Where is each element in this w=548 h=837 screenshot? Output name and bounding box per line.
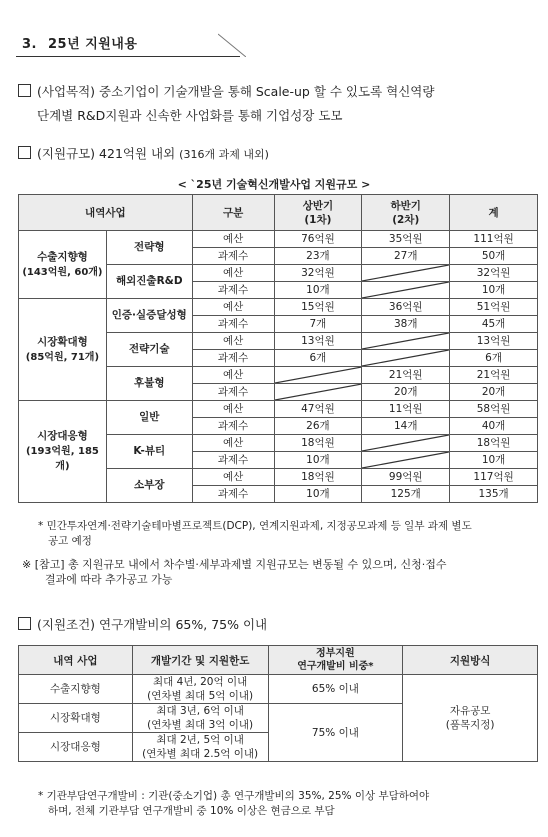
- total-cell: 117억원: [450, 469, 538, 486]
- diagonal-slash-icon: [362, 282, 449, 298]
- h1-cell: 18억원: [274, 469, 362, 486]
- note1-line1: * 민간투자연계·전략기술테마별프로젝트(DCP), 연계지원과제, 지정공모과제 등 일부 과제 별도: [38, 520, 472, 532]
- total-cell: 6개: [450, 350, 538, 367]
- h2-cell: 99억원: [362, 469, 450, 486]
- group-sub: (85억원, 71개): [25, 351, 100, 363]
- empty-slash-cell: [274, 367, 362, 384]
- empty-slash-cell: [362, 350, 450, 367]
- header-type: 구분: [192, 195, 274, 231]
- ref-line2: 결과에 따라 추가공고 가능: [45, 573, 173, 586]
- type-cell: 과제수: [192, 316, 274, 333]
- group-name: 시장확대형: [37, 335, 88, 348]
- note1: [38, 519, 543, 549]
- table-row: [19, 675, 538, 704]
- h1-cell: 26개: [274, 418, 362, 435]
- t2-period: [132, 675, 268, 704]
- type-cell: 예산: [192, 469, 274, 486]
- h1-cell: 15억원: [274, 299, 362, 316]
- h2-cell: 20개: [362, 384, 450, 401]
- program-name: 인증·실증달성형: [106, 299, 192, 333]
- table1-caption: < `25년 기술혁신개발사업 지원규모 >: [177, 178, 371, 191]
- t2-method-line2: (품목지정): [445, 719, 495, 731]
- diagonal-slash-icon: [275, 384, 362, 400]
- type-cell: 과제수: [192, 384, 274, 401]
- purpose-text-1: 중소기업이 기술개발을 통해 Scale-up 할 수 있도록 혁신역량: [99, 84, 435, 99]
- total-cell: 18억원: [450, 435, 538, 452]
- group-name-cell: [19, 299, 107, 401]
- purpose-block: [18, 82, 543, 126]
- h1-cell: 10개: [274, 452, 362, 469]
- h2-cell: 27개: [362, 248, 450, 265]
- header-h2: 하반기 (2차): [362, 195, 450, 231]
- checkbox-square-icon: [18, 84, 31, 97]
- note1-line2: 공고 예정: [48, 535, 92, 547]
- t2-header-business: 내역 사업: [19, 646, 133, 675]
- total-cell: 50개: [450, 248, 538, 265]
- type-cell: 과제수: [192, 486, 274, 503]
- group-name-cell: [19, 401, 107, 503]
- support-scale-table: [18, 194, 538, 503]
- t2-business: 수출지향형: [19, 675, 133, 704]
- total-cell: 32억원: [450, 265, 538, 282]
- diagonal-slash-icon: [362, 333, 449, 349]
- total-cell: 111억원: [450, 231, 538, 248]
- condition-label: (지원조건): [37, 617, 96, 632]
- scale-label: (지원규모): [37, 146, 96, 161]
- t2-period: [132, 704, 268, 733]
- group-sub: (143억원, 60개): [22, 266, 103, 278]
- type-cell: 과제수: [192, 248, 274, 265]
- h2-cell: 21억원: [362, 367, 450, 384]
- scale-block: [18, 144, 269, 165]
- t2-header-period: 개발기간 및 지원한도: [132, 646, 268, 675]
- total-cell: 40개: [450, 418, 538, 435]
- h2-cell: 38개: [362, 316, 450, 333]
- scale-detail: (316개 과제 내외): [179, 148, 269, 161]
- h2-cell: 35억원: [362, 231, 450, 248]
- checkbox-square-icon: [18, 617, 31, 630]
- support-condition-table: [18, 645, 538, 762]
- t2-period-line2: (연차별 최대 3억 이내): [147, 719, 254, 731]
- type-cell: 과제수: [192, 452, 274, 469]
- type-cell: 예산: [192, 231, 274, 248]
- h1-cell: 23개: [274, 248, 362, 265]
- diagonal-slash-icon: [362, 350, 449, 366]
- header-business: 내역사업: [19, 195, 193, 231]
- purpose-text-2: 단계별 R&D지원과 신속한 사업화를 통해 기업성장 도모: [37, 108, 343, 123]
- t2-period-line1: 최대 3년, 6억 이내: [156, 705, 244, 717]
- program-name: 후불형: [106, 367, 192, 401]
- total-cell: 10개: [450, 282, 538, 299]
- total-cell: 13억원: [450, 333, 538, 350]
- checkbox-square-icon: [18, 146, 31, 159]
- program-name: 일반: [106, 401, 192, 435]
- type-cell: 예산: [192, 265, 274, 282]
- h1-cell: 10개: [274, 486, 362, 503]
- header-total: 계: [450, 195, 538, 231]
- t2-header-ratio: 정부지원 연구개발비 비중*: [268, 646, 403, 675]
- type-cell: 예산: [192, 435, 274, 452]
- group-name-cell: [19, 231, 107, 299]
- table-row: [19, 299, 538, 316]
- t2-period-line2: (연차별 최대 2.5억 이내): [142, 748, 259, 760]
- diagonal-slash-icon: [362, 265, 449, 281]
- type-cell: 과제수: [192, 350, 274, 367]
- h1-cell: 18억원: [274, 435, 362, 452]
- diagonal-slash-icon: [362, 452, 449, 468]
- note2-line1: * 기관부담연구개발비 : 기관(중소기업) 총 연구개발비의 35%, 25% 이상 부담하여야: [38, 790, 430, 802]
- note2: [38, 789, 543, 819]
- t2-period-line1: 최대 2년, 5억 이내: [156, 734, 244, 746]
- condition-block: [18, 615, 267, 635]
- type-cell: 과제수: [192, 282, 274, 299]
- h1-cell: 76억원: [274, 231, 362, 248]
- section-title-text: 25년 지원내용: [48, 37, 138, 52]
- total-cell: 58억원: [450, 401, 538, 418]
- total-cell: 21억원: [450, 367, 538, 384]
- h2-cell: 125개: [362, 486, 450, 503]
- total-cell: 45개: [450, 316, 538, 333]
- t2-method: [403, 675, 538, 762]
- section-title: [22, 33, 137, 52]
- t2-method-line1: 자유공모: [449, 705, 491, 717]
- total-cell: 20개: [450, 384, 538, 401]
- h1-cell: 10개: [274, 282, 362, 299]
- empty-slash-cell: [362, 265, 450, 282]
- empty-slash-cell: [274, 384, 362, 401]
- program-name: 소부장: [106, 469, 192, 503]
- header-h1: 상반기 (1차): [274, 195, 362, 231]
- diagonal-slash-icon: [275, 367, 362, 383]
- h1-cell: 47억원: [274, 401, 362, 418]
- h2-cell: 14개: [362, 418, 450, 435]
- table-row: [19, 231, 538, 248]
- t2-ratio: 65% 이내: [268, 675, 403, 704]
- t2-business: 시장대응형: [19, 733, 133, 762]
- diagonal-slash-icon: [362, 435, 449, 451]
- h2-cell: 11억원: [362, 401, 450, 418]
- group-name: 수출지향형: [37, 250, 88, 263]
- empty-slash-cell: [362, 435, 450, 452]
- section-corner-line: [218, 33, 246, 57]
- program-name: K-뷰티: [106, 435, 192, 469]
- ref-line1: ※ [참고] 총 지원규모 내에서 차수별·세부과제별 지원규모는 변동될 수 있으며, 신청·접수: [22, 558, 447, 571]
- empty-slash-cell: [362, 282, 450, 299]
- total-cell: 10개: [450, 452, 538, 469]
- type-cell: 예산: [192, 299, 274, 316]
- h1-cell: 13억원: [274, 333, 362, 350]
- t2-period-line2: (연차별 최대 5억 이내): [147, 690, 254, 702]
- t2-period: [132, 733, 268, 762]
- group-name: 시장대응형: [37, 430, 88, 442]
- empty-slash-cell: [362, 333, 450, 350]
- condition-text: 연구개발비의 65%, 75% 이내: [99, 617, 268, 632]
- type-cell: 예산: [192, 401, 274, 418]
- group-sub: (193억원, 185개): [25, 446, 99, 472]
- program-name: 전략기술: [106, 333, 192, 367]
- type-cell: 과제수: [192, 418, 274, 435]
- type-cell: 예산: [192, 367, 274, 384]
- total-cell: 135개: [450, 486, 538, 503]
- purpose-label: (사업목적): [37, 84, 96, 99]
- total-cell: 51억원: [450, 299, 538, 316]
- t2-period-line1: 최대 4년, 20억 이내: [153, 676, 248, 688]
- t2-business: 시장확대형: [19, 704, 133, 733]
- note2-line2: 하며, 전체 기관부담 연구개발비 중 10% 이상은 현금으로 부담: [48, 805, 335, 817]
- h1-cell: 7개: [274, 316, 362, 333]
- h2-cell: 36억원: [362, 299, 450, 316]
- empty-slash-cell: [362, 452, 450, 469]
- section-number: 3.: [22, 37, 37, 52]
- section-underline: [16, 56, 240, 57]
- scale-amount: 421억원 내외: [99, 146, 176, 161]
- program-name: 전략형: [106, 231, 192, 265]
- type-cell: 예산: [192, 333, 274, 350]
- h1-cell: 32억원: [274, 265, 362, 282]
- reference-note: [22, 557, 542, 587]
- t2-header-method: 지원방식: [403, 646, 538, 675]
- h1-cell: 6개: [274, 350, 362, 367]
- table-row: [19, 401, 538, 418]
- t2-ratio: 75% 이내: [268, 704, 403, 762]
- program-name: 해외진출R&D: [106, 265, 192, 299]
